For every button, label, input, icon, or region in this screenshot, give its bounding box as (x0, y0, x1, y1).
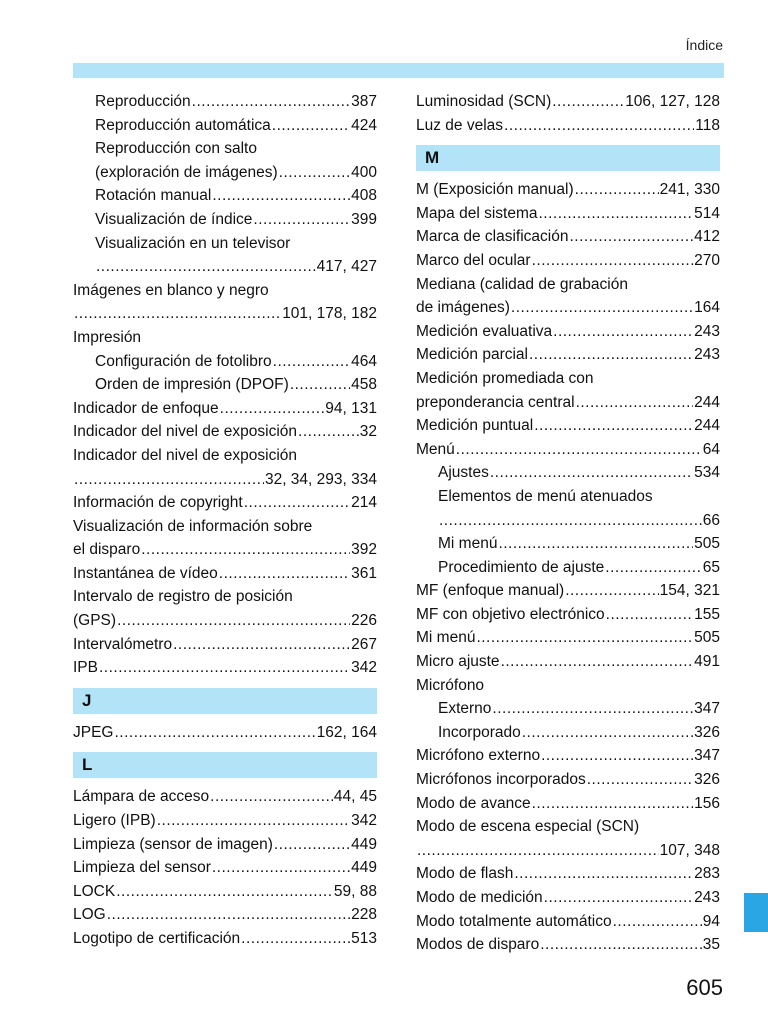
index-entry (73, 633, 377, 657)
dot-leader (74, 468, 264, 492)
dot-leader (99, 656, 350, 680)
index-entry-pages: 35 (702, 936, 720, 954)
index-entry (416, 862, 720, 886)
index-entry-pages: 342 (351, 812, 377, 830)
index-entry-term: Mapa del sistema (416, 204, 538, 222)
index-entry-pages: 534 (694, 464, 720, 482)
index-entry-term: Medición evaluativa (416, 322, 553, 340)
index-entry (416, 438, 720, 462)
dot-leader (587, 768, 693, 792)
dot-leader (116, 880, 333, 904)
index-entry (416, 296, 720, 320)
index-entry-term: Mi menú (438, 535, 498, 553)
index-entry-pages: 347 (694, 700, 720, 718)
index-entry-term: Luminosidad (SCN) (416, 93, 552, 110)
index-entry-term: Orden de impresión (DPOF) (95, 376, 289, 394)
index-entry-pages: 214 (351, 494, 377, 512)
index-entry-pages: 32, 34, 293, 334 (264, 470, 377, 488)
dot-leader (544, 886, 693, 910)
index-entry-pages: 326 (694, 771, 720, 789)
index-entry (73, 255, 377, 279)
index-entry (73, 903, 377, 927)
index-entry-pages: 164 (694, 299, 720, 317)
index-entry-term: el disparo (73, 541, 141, 559)
index-entry-term: Reproducción automática (95, 116, 271, 134)
index-entry-pages: 118 (695, 116, 720, 134)
dot-leader (456, 438, 702, 462)
dot-leader (210, 785, 333, 809)
index-entry-pages: 244 (694, 393, 720, 411)
index-entry-term: LOG (73, 906, 106, 924)
index-entry (73, 880, 377, 904)
index-entry-pages: 399 (351, 210, 377, 228)
index-entry (73, 856, 377, 880)
dot-leader (279, 161, 350, 185)
index-term-heading: Micrófono (416, 676, 485, 694)
index-entry-term: Ajustes (438, 464, 489, 482)
index-entry (73, 468, 377, 492)
dot-leader (534, 414, 693, 438)
index-entry-term: Modo totalmente automático (416, 912, 612, 930)
index-entry-pages: 417, 427 (316, 258, 377, 276)
index-entry-term: JPEG (73, 723, 114, 741)
index-entry (416, 556, 720, 580)
index-entry-term: Micrófono externo (416, 747, 541, 765)
index-entry (416, 202, 720, 226)
dot-leader (504, 114, 694, 138)
index-entry-pages: 106, 127, 128 (625, 93, 720, 110)
index-entry-pages: 243 (694, 889, 720, 906)
index-entry-pages: 94, 131 (325, 399, 377, 417)
index-entry-term: M (Exposición manual) (416, 181, 574, 199)
dot-leader (522, 721, 693, 745)
dot-leader (253, 208, 350, 232)
section-thumb-tab (744, 893, 768, 932)
index-term-heading: Elementos de menú atenuados (438, 487, 653, 505)
index-entry-pages: 154, 321 (659, 582, 720, 600)
index-entry (416, 320, 720, 344)
dot-leader (565, 579, 658, 603)
index-entry (416, 933, 720, 957)
index-entry-pages: 241, 330 (659, 181, 720, 199)
index-entry (416, 768, 720, 792)
index-entry-term: Indicador de enfoque (73, 399, 219, 417)
index-entry-term: Luz de velas (416, 116, 504, 134)
index-entry-pages: 326 (694, 723, 720, 741)
index-entry-term: Marca de clasificación (416, 228, 569, 246)
index-entry-term: Modo de flash (416, 865, 514, 883)
page-number: 605 (686, 975, 723, 1000)
index-entry-pages: 361 (351, 564, 377, 582)
index-entry (73, 397, 377, 421)
index-entry-pages: 342 (351, 659, 377, 677)
index-entry-term: Procedimiento de ajuste (438, 558, 605, 576)
index-entry (416, 414, 720, 438)
index-entry-term: Menú (416, 440, 455, 458)
index-entry-pages: 505 (694, 629, 720, 647)
index-entry (416, 721, 720, 745)
index-entry-term: (GPS) (73, 612, 117, 630)
index-term-heading: Intervalo de registro de posición (73, 588, 293, 606)
index-entry (73, 184, 377, 208)
dot-leader (514, 862, 693, 886)
dot-leader (490, 461, 693, 485)
dot-leader (540, 933, 702, 957)
dot-leader (511, 296, 693, 320)
index-entry (73, 609, 377, 633)
index-entry (416, 178, 720, 202)
index-entry-pages: 458 (351, 376, 377, 394)
dot-leader (274, 833, 350, 857)
index-entry (73, 833, 377, 857)
index-entry-pages: 66 (702, 511, 720, 529)
dot-leader (114, 721, 315, 745)
index-entry-pages: 283 (694, 865, 720, 883)
index-entry-term: (exploración de imágenes) (95, 163, 278, 181)
dot-leader (212, 184, 350, 208)
index-entry-term: LOCK (73, 882, 116, 900)
index-entry-pages: 64 (702, 440, 720, 458)
index-term-heading: Visualización en un televisor (95, 234, 291, 252)
dot-leader (298, 420, 359, 444)
index-entry-pages: 514 (694, 204, 720, 222)
index-term-heading: Modo de escena especial (SCN) (416, 818, 640, 836)
index-entry-term: Medición puntual (416, 417, 534, 435)
index-entry-pages: 267 (351, 635, 377, 653)
dot-leader (290, 373, 350, 397)
index-term-heading: Visualización de información sobre (73, 517, 313, 535)
index-entry-term: Micrófonos incorporados (416, 771, 586, 789)
index-column-left (73, 90, 377, 951)
index-column-right (416, 90, 720, 957)
dot-leader (606, 603, 693, 627)
index-entry (416, 792, 720, 816)
index-entry-pages: 505 (694, 535, 720, 553)
index-entry (416, 343, 720, 367)
index-entry-pages: 412 (694, 228, 720, 246)
index-entry-pages: 270 (694, 251, 720, 269)
index-entry (416, 910, 720, 934)
index-entry-pages: 65 (702, 558, 720, 576)
index-entry (416, 391, 720, 415)
index-entry (73, 208, 377, 232)
index-term-heading: Impresión (73, 328, 142, 346)
index-entry-term: de imágenes) (416, 299, 510, 317)
index-entry-term: IPB (73, 659, 98, 677)
dot-leader (219, 562, 350, 586)
index-entry (416, 249, 720, 273)
index-entry (416, 461, 720, 485)
index-entry-pages: 449 (351, 835, 377, 853)
index-entry (416, 579, 720, 603)
dot-leader (532, 249, 694, 273)
index-entry (416, 225, 720, 249)
running-head-title: Índice (685, 37, 723, 53)
index-entry-pages: 491 (694, 653, 720, 671)
index-entry (416, 839, 720, 863)
letter-section-j: J (73, 688, 377, 714)
index-term-heading: Indicador del nivel de exposición (73, 446, 298, 464)
dot-leader (273, 350, 350, 374)
dot-leader (476, 626, 693, 650)
index-entry-pages: 408 (351, 187, 377, 205)
index-entry (73, 721, 377, 745)
index-entry (416, 114, 720, 138)
dot-leader (529, 343, 693, 367)
letter-section-m: M (416, 145, 720, 171)
dot-leader (532, 792, 694, 816)
index-entry (73, 562, 377, 586)
index-entry (416, 697, 720, 721)
index-entry-term: Configuración de fotolibro (95, 352, 272, 370)
dot-leader (173, 633, 350, 657)
index-entry-pages: 387 (351, 93, 377, 110)
index-entry-pages: 228 (351, 906, 377, 924)
index-entry-term: Modo de medición (416, 889, 543, 906)
index-entry (416, 532, 720, 556)
dot-leader (192, 90, 350, 114)
dot-leader (212, 856, 350, 880)
index-entry-pages: 226 (351, 612, 377, 630)
index-entry (73, 420, 377, 444)
index-entry-pages: 59, 88 (333, 882, 377, 900)
index-entry-term: MF con objetivo electrónico (416, 605, 605, 623)
index-entry-term: Indicador del nivel de exposición (73, 423, 298, 441)
index-entry-pages: 162, 164 (316, 723, 377, 741)
dot-leader (538, 202, 693, 226)
index-entry-term: Modos de disparo (416, 936, 540, 954)
dot-leader (498, 532, 693, 556)
dot-leader (553, 320, 693, 344)
index-entry (73, 927, 377, 951)
dot-leader (241, 927, 350, 951)
index-entry (416, 509, 720, 533)
index-entry-term: Externo (438, 700, 492, 718)
dot-leader (141, 538, 350, 562)
dot-leader (244, 491, 350, 515)
index-entry-pages: 244 (694, 417, 720, 435)
index-entry-pages: 44, 45 (333, 788, 377, 806)
index-entry (73, 656, 377, 680)
index-term-heading: Reproducción con salto (95, 140, 257, 158)
index-entry-term: Información de copyright (73, 494, 243, 512)
dot-leader (569, 225, 693, 249)
index-term-heading: Medición promediada con (416, 369, 594, 387)
dot-leader (541, 744, 693, 768)
index-entry-pages: 464 (351, 352, 377, 370)
index-entry (73, 302, 377, 326)
index-entry-pages: 400 (351, 163, 377, 181)
index-entry (73, 785, 377, 809)
index-term-heading: Mediana (calidad de grabación (416, 275, 628, 293)
index-entry (416, 626, 720, 650)
index-entry-pages: 243 (694, 322, 720, 340)
dot-leader (501, 650, 694, 674)
dot-leader (220, 397, 325, 421)
index-entry-term: Instantánea de vídeo (73, 564, 218, 582)
index-entry (73, 809, 377, 833)
index-entry (416, 744, 720, 768)
index-entry-pages: 155 (694, 605, 720, 623)
index-entry (416, 886, 720, 910)
index-entry (416, 650, 720, 674)
index-entry-pages: 449 (351, 859, 377, 877)
index-entry (73, 373, 377, 397)
dot-leader (576, 391, 694, 415)
index-entry-term: Visualización de índice (95, 210, 253, 228)
index-entry (73, 90, 377, 114)
dot-leader (117, 609, 350, 633)
index-entry-term: Medición parcial (416, 346, 528, 364)
index-entry-term: Lámpara de acceso (73, 788, 210, 806)
index-entry-term: Limpieza (sensor de imagen) (73, 835, 273, 853)
index-entry-term: Rotación manual (95, 187, 212, 205)
index-entry-term: preponderancia central (416, 393, 575, 411)
index-entry-term: Modo de avance (416, 794, 531, 812)
index-entry-term: Reproducción (95, 93, 191, 110)
index-entry (416, 603, 720, 627)
index-entry-pages: 101, 178, 182 (282, 305, 377, 323)
index-entry-term: Ligero (IPB) (73, 812, 156, 830)
dot-leader (96, 255, 316, 279)
index-entry-term: Incorporado (438, 723, 521, 741)
dot-leader (605, 556, 701, 580)
index-entry-term: Logotipo de certificación (73, 930, 241, 947)
dot-leader (272, 114, 350, 138)
index-entry-term: Limpieza del sensor (73, 859, 211, 877)
index-entry-term: Marco del ocular (416, 251, 531, 269)
index-entry (416, 90, 720, 114)
index-entry-pages: 32 (359, 423, 377, 441)
dot-leader (417, 839, 659, 863)
index-entry-pages: 424 (351, 116, 377, 134)
letter-section-l: L (73, 752, 377, 778)
index-entry (73, 491, 377, 515)
index-term-heading: Imágenes en blanco y negro (73, 281, 269, 299)
index-entry-pages: 347 (694, 747, 720, 765)
dot-leader (107, 903, 350, 927)
index-entry-pages: 107, 348 (659, 841, 720, 859)
dot-leader (74, 302, 281, 326)
index-entry-term: Micro ajuste (416, 653, 500, 671)
index-entry-pages: 513 (351, 930, 377, 947)
index-entry-term: Intervalómetro (73, 635, 173, 653)
dot-leader (552, 90, 624, 114)
index-entry (73, 114, 377, 138)
dot-leader (613, 910, 702, 934)
dot-leader (492, 697, 693, 721)
header-color-band (73, 63, 724, 78)
dot-leader (575, 178, 659, 202)
index-entry-term: Mi menú (416, 629, 476, 647)
index-entry (73, 161, 377, 185)
dot-leader (439, 509, 702, 533)
index-entry-term: MF (enfoque manual) (416, 582, 565, 600)
index-entry-pages: 156 (694, 794, 720, 812)
index-entry (73, 350, 377, 374)
index-entry-pages: 243 (694, 346, 720, 364)
index-entry-pages: 94 (702, 912, 720, 930)
index-entry-pages: 392 (351, 541, 377, 559)
index-entry (73, 538, 377, 562)
dot-leader (157, 809, 350, 833)
